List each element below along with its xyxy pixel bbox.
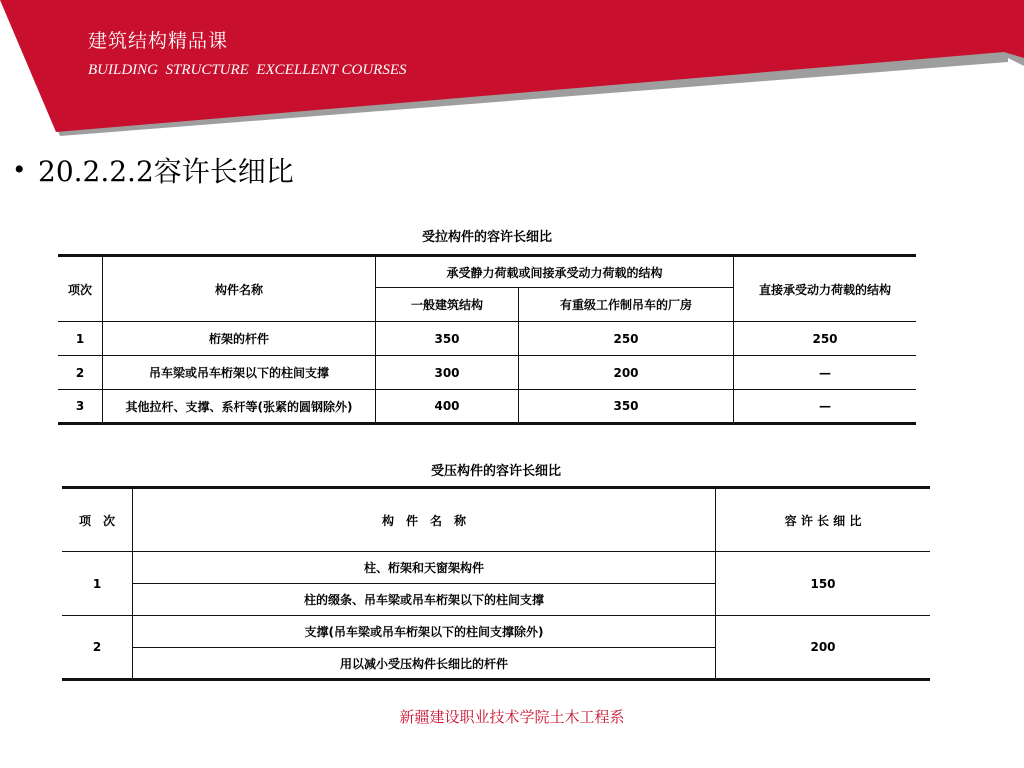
table-row xyxy=(62,552,930,584)
row-general: 350 xyxy=(376,322,519,356)
row-heavy-crane: 350 xyxy=(519,390,734,424)
table-row xyxy=(62,616,930,648)
footer-institution: 新疆建设职业技术学院土木工程系 xyxy=(399,708,625,726)
row-direct-dynamic: — xyxy=(734,390,917,424)
row-member-name: 支撑(吊车梁或吊车桁架以下的柱间支撑除外) xyxy=(133,616,716,648)
row-index: 2 xyxy=(58,356,103,390)
header-allowable-ratio: 容 许 长 细 比 xyxy=(716,488,931,552)
row-direct-dynamic: 250 xyxy=(734,322,917,356)
row-index: 1 xyxy=(58,322,103,356)
header-static-load-group: 承受静力荷载或间接承受动力荷载的结构 xyxy=(376,256,734,288)
row-general: 400 xyxy=(376,390,519,424)
compression-table-caption: 受压构件的容许长细比 xyxy=(430,464,561,479)
row-allowable-ratio: 150 xyxy=(716,552,931,616)
header-member-name: 构 件 名 称 xyxy=(133,488,716,552)
header-member-name: 构件名称 xyxy=(103,256,376,322)
row-member-name: 柱、桁架和天窗架构件 xyxy=(133,552,716,584)
row-index: 3 xyxy=(58,390,103,424)
table-row xyxy=(58,322,916,356)
table-row xyxy=(58,356,916,390)
row-allowable-ratio: 200 xyxy=(716,616,931,680)
row-member-name: 吊车梁或吊车桁架以下的柱间支撑 xyxy=(103,356,376,390)
row-member-name: 柱的缀条、吊车梁或吊车桁架以下的柱间支撑 xyxy=(133,584,716,616)
header-heavy-crane: 有重级工作制吊车的厂房 xyxy=(519,288,734,322)
header-index: 项 次 xyxy=(62,488,133,552)
header-general-building: 一般建筑结构 xyxy=(376,288,519,322)
tension-members-table xyxy=(58,254,916,425)
bullet-marker: • xyxy=(14,153,25,186)
course-subtitle: BUILDING STRUCTURE EXCELLENT COURSES xyxy=(88,62,407,78)
row-heavy-crane: 200 xyxy=(519,356,734,390)
row-index: 1 xyxy=(62,552,133,616)
compression-members-table xyxy=(62,486,930,681)
row-member-name: 桁架的杆件 xyxy=(103,322,376,356)
course-title: 建筑结构精品课 xyxy=(88,30,229,52)
row-member-name: 其他拉杆、支撑、系杆等(张紧的圆钢除外) xyxy=(103,390,376,424)
row-general: 300 xyxy=(376,356,519,390)
row-heavy-crane: 250 xyxy=(519,322,734,356)
row-index: 2 xyxy=(62,616,133,680)
row-member-name: 用以减小受压构件长细比的杆件 xyxy=(133,648,716,680)
tension-table-caption: 受拉构件的容许长细比 xyxy=(421,230,552,245)
row-direct-dynamic: — xyxy=(734,356,917,390)
header-direct-dynamic: 直接承受动力荷载的结构 xyxy=(734,256,917,322)
section-heading: 20.2.2.2容许长细比 xyxy=(38,155,294,188)
header-index: 项次 xyxy=(58,256,103,322)
table-row xyxy=(58,390,916,424)
